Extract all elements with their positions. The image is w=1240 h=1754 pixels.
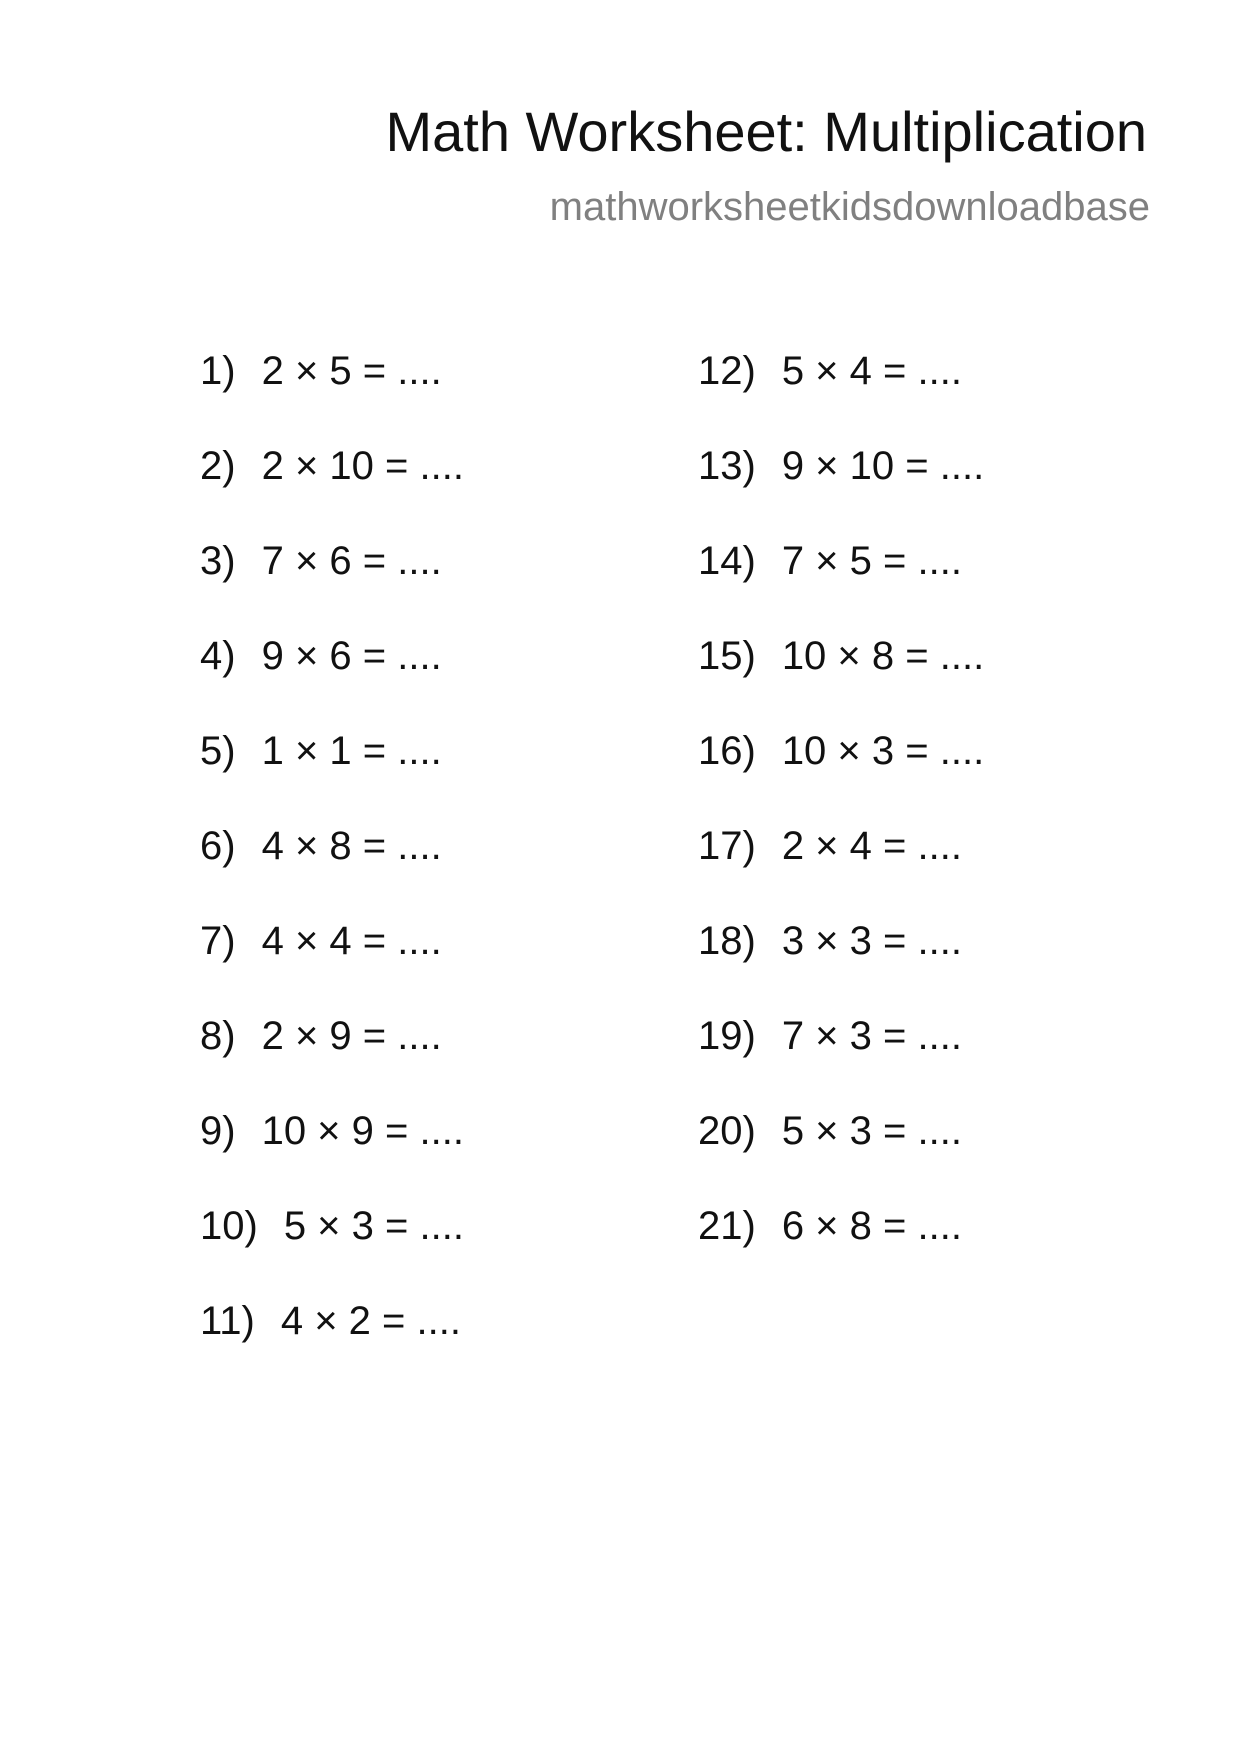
problem-expression: 4 × 4 = .... xyxy=(261,919,442,963)
problem-expression: 2 × 4 = .... xyxy=(781,824,962,868)
problem-expression: 10 × 3 = .... xyxy=(781,729,985,773)
problem-number: 15) xyxy=(698,634,756,678)
problem-number: 1) xyxy=(200,349,236,393)
worksheet-subtitle: mathworksheetkidsdownloadbase xyxy=(549,185,1150,229)
problem-item xyxy=(200,633,464,728)
problem-item xyxy=(200,348,464,443)
problem-expression: 2 × 5 = .... xyxy=(261,349,442,393)
problem-number: 7) xyxy=(200,919,236,963)
problem-item xyxy=(200,1013,464,1108)
problem-item xyxy=(698,823,984,918)
problem-number: 5) xyxy=(200,729,236,773)
problem-number: 11) xyxy=(200,1299,255,1343)
problem-expression: 6 × 8 = .... xyxy=(781,1204,962,1248)
problem-number: 3) xyxy=(200,539,236,583)
problem-item xyxy=(200,728,464,823)
problem-item xyxy=(200,1298,464,1393)
problem-item xyxy=(200,443,464,538)
problem-expression: 2 × 10 = .... xyxy=(261,444,464,488)
problem-item xyxy=(698,1108,984,1203)
problem-item xyxy=(200,918,464,1013)
problem-number: 9) xyxy=(200,1109,236,1153)
problem-expression: 5 × 3 = .... xyxy=(781,1109,962,1153)
problem-number: 8) xyxy=(200,1014,236,1058)
problem-expression: 5 × 3 = .... xyxy=(283,1204,464,1248)
problem-number: 13) xyxy=(698,444,756,488)
problem-item xyxy=(698,1203,984,1298)
problem-number: 18) xyxy=(698,919,756,963)
worksheet-title: Math Worksheet: Multiplication xyxy=(385,100,1147,163)
problem-expression: 9 × 6 = .... xyxy=(261,634,442,678)
problem-expression: 7 × 5 = .... xyxy=(781,539,962,583)
problem-number: 19) xyxy=(698,1014,756,1058)
problem-expression: 10 × 9 = .... xyxy=(261,1109,464,1153)
problem-expression: 9 × 10 = .... xyxy=(781,444,985,488)
problem-expression: 10 × 8 = .... xyxy=(781,634,985,678)
problem-expression: 1 × 1 = .... xyxy=(261,729,442,773)
problem-expression: 4 × 8 = .... xyxy=(261,824,442,868)
problem-number: 10) xyxy=(200,1204,258,1248)
problem-item xyxy=(698,728,984,823)
problems-column-right xyxy=(698,348,984,1298)
problem-item xyxy=(200,538,464,633)
problem-expression: 2 × 9 = .... xyxy=(261,1014,442,1058)
problem-expression: 4 × 2 = .... xyxy=(280,1299,461,1343)
problem-item xyxy=(698,348,984,443)
problem-item xyxy=(200,1108,464,1203)
problem-item xyxy=(200,823,464,918)
problem-number: 4) xyxy=(200,634,236,678)
problem-expression: 7 × 3 = .... xyxy=(781,1014,962,1058)
problem-expression: 3 × 3 = .... xyxy=(781,919,962,963)
problem-number: 6) xyxy=(200,824,236,868)
problem-item xyxy=(698,538,984,633)
problem-item xyxy=(698,443,984,538)
problem-number: 2) xyxy=(200,444,236,488)
problem-number: 12) xyxy=(698,349,756,393)
problem-number: 17) xyxy=(698,824,756,868)
problem-item xyxy=(698,1013,984,1108)
problem-number: 20) xyxy=(698,1109,756,1153)
problem-item xyxy=(200,1203,464,1298)
problem-number: 14) xyxy=(698,539,756,583)
problem-number: 16) xyxy=(698,729,756,773)
problem-expression: 5 × 4 = .... xyxy=(781,349,962,393)
problems-column-left xyxy=(200,348,464,1393)
problem-item xyxy=(698,633,984,728)
problem-expression: 7 × 6 = .... xyxy=(261,539,442,583)
problem-number: 21) xyxy=(698,1204,756,1248)
problem-item xyxy=(698,918,984,1013)
